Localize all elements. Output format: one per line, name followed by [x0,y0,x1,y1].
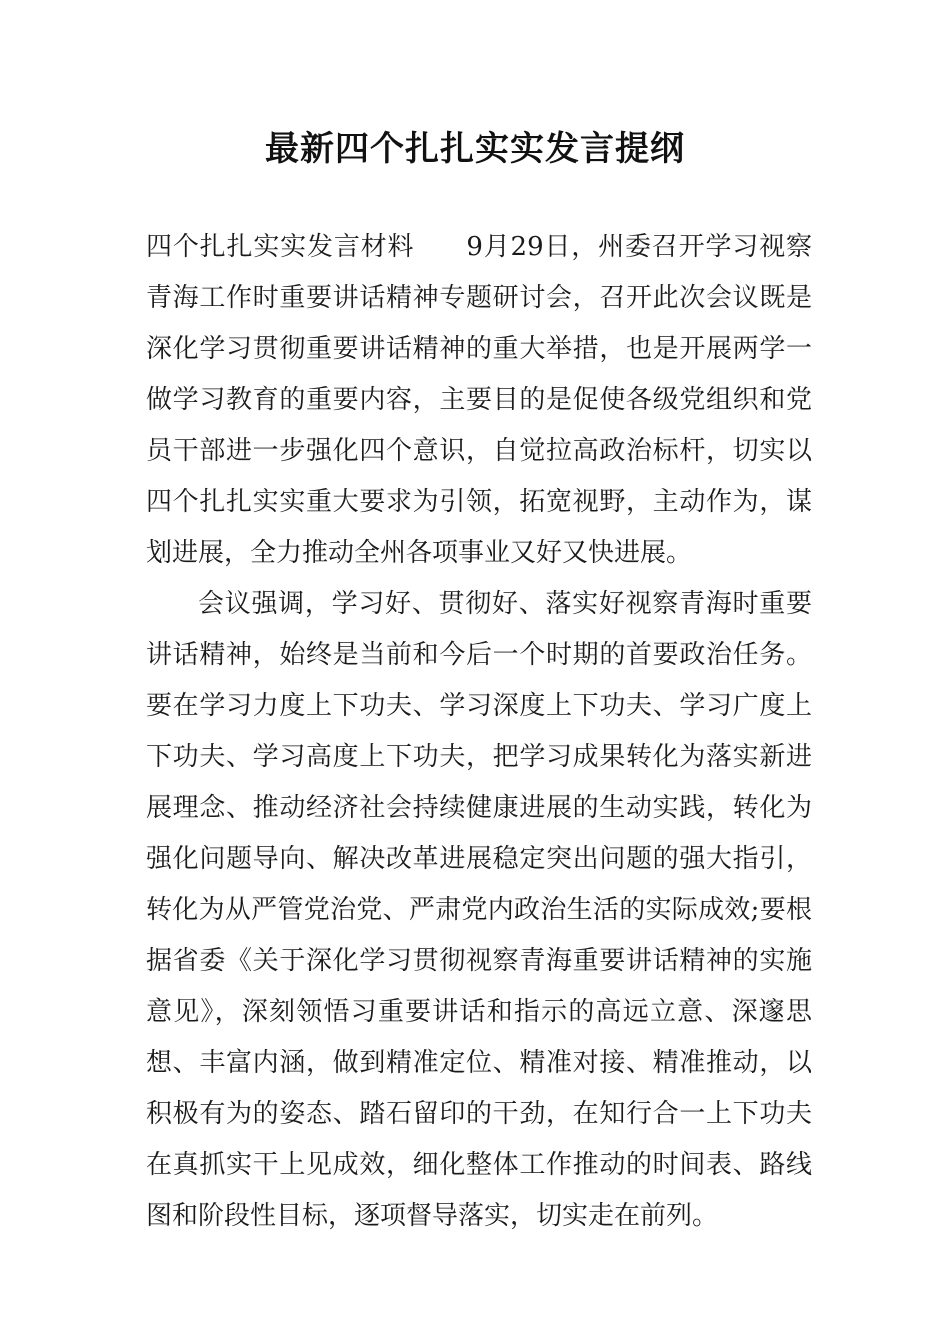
paragraph-1 [146,222,812,579]
document-title: 最新四个扎扎实实发言提纲 [265,129,685,169]
document-body [146,222,812,1242]
paragraph-2: 会议强调，学习好、贯彻好、落实好视察青海时重要讲话精神，始终是当前和今后一个时期的首要政治任务。要在学习力度上下功夫、学习深度上下功夫、学习广度上下功夫、学习高度上下功夫，把学习成果转化为落实新进展理念、推动经济社会持续健康进展的生动实践，转化为强化问题导向、解决改革进展稳定突出问题的强大指引，转化为从严管党治党、严肃党内政治生活的实际成效;要根据省委《关于深化学习贯彻视察青海重要讲话精神的实施意见》，深刻领悟习重要讲话和指示的高远立意、深邃思想、丰富内涵，做到精准定位、精准对接、精准推动，以积极有为的姿态、踏石留印的干劲，在知行合一上下功夫在真抓实干上见成效，细化整体工作推动的时间表、路线图和阶段性目标，逐项督导落实，切实走在前列。 [146,589,812,1231]
paragraph-1-text: 9月29日，州委召开学习视察青海工作时重要讲话精神专题研讨会，召开此次会议既是深化学习贯彻重要讲话精神的重大举措，也是开展两学一做学习教育的重要内容，主要目的是促使各级党组织和党员干部进一步强化四个意识，自觉拉高政治标杆，切实以四个扎扎实实重大要求为引领，拓宽视野，主动作为，谋划进展，全力推动全州各项事业又好又快进展。 [146,232,812,568]
paragraph-1-lead: 四个扎扎实实发言材料 [146,232,415,262]
